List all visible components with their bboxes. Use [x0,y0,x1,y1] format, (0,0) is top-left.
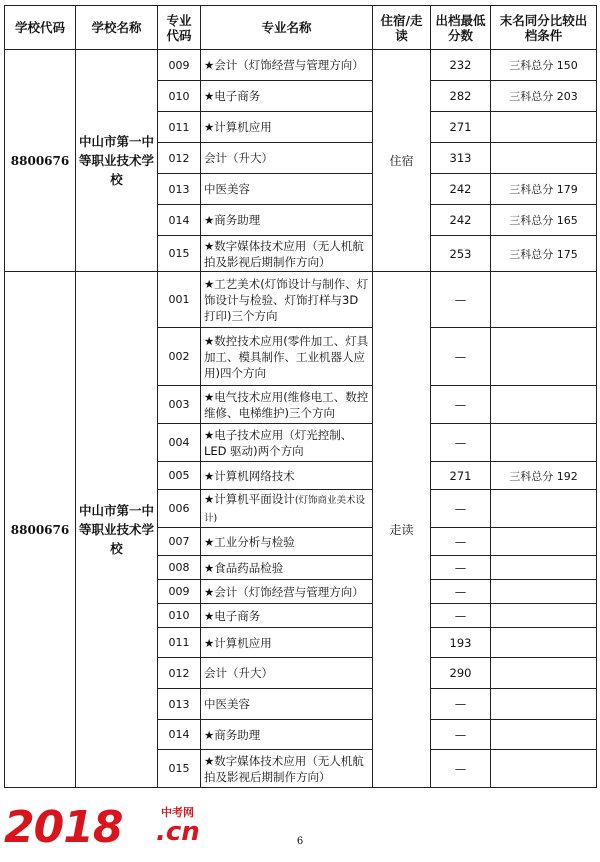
logo-domain: .cn [156,817,200,847]
tie-condition-cell: 三科总分 175 [491,236,597,272]
min-score-cell: — [431,750,491,788]
major-name-cell: ★工艺美术(灯饰设计与制作、灯饰设计与检验、灯饰打样与3D 打印)三个方向 [201,272,373,328]
major-name-text: ★计算机平面设计 [204,491,295,506]
min-score-cell: 313 [431,143,491,174]
major-name-cell: ★电子商务 [201,81,373,112]
header-min-score: 出档最低分数 [431,6,491,50]
logo-number: 2018 [4,802,123,853]
min-score-cell: — [431,720,491,750]
major-code-cell: 004 [158,424,201,462]
min-score-cell: 242 [431,174,491,205]
major-name-cell: ★数控技术应用(零件加工、灯具加工、模具制作、工业机器人应用)四个方向 [201,328,373,386]
min-score-cell: — [431,580,491,604]
boarding-cell: 住宿 [373,50,431,272]
school-code-cell: 8800676 [5,50,76,272]
major-name-cell: ★电气技术应用(维修电工、数控维修、电梯维护)三个方向 [201,386,373,424]
major-code-cell: 010 [158,81,201,112]
table-row [5,50,597,81]
major-name-cell: ★计算机网络技术 [201,462,373,490]
major-name-cell: 会计（升大） [201,658,373,689]
major-code-cell: 012 [158,143,201,174]
tie-condition-cell [491,272,597,328]
major-name-cell: ★商务助理 [201,720,373,750]
tie-condition-cell [491,112,597,143]
logo-tag: 中考网 [161,806,194,819]
school-name-cell: 中山市第一中等职业技术学校 [76,50,158,272]
major-code-cell: 014 [158,205,201,236]
major-name-cell: 中医美容 [201,174,373,205]
min-score-cell: — [431,490,491,528]
major-name-cell [201,490,373,528]
min-score-cell: — [431,272,491,328]
tie-condition-cell [491,750,597,788]
major-name-cell: 会计（升大） [201,143,373,174]
tie-condition-cell [491,689,597,720]
major-code-cell: 013 [158,174,201,205]
min-score-cell: — [431,689,491,720]
major-name-cell: ★计算机应用 [201,112,373,143]
major-code-cell: 003 [158,386,201,424]
min-score-cell: — [431,328,491,386]
major-name-cell: ★数字媒体技术应用（无人机航拍及影视后期制作方向） [201,236,373,272]
major-code-cell: 007 [158,528,201,556]
boarding-cell: 走读 [373,272,431,788]
min-score-cell: — [431,386,491,424]
tie-condition-cell [491,143,597,174]
tie-condition-cell: 三科总分 192 [491,462,597,490]
major-name-cell: ★食品药品检验 [201,556,373,580]
major-name-cell: ★电子商务 [201,604,373,628]
major-code-cell: 011 [158,628,201,658]
table-header-row [5,6,597,50]
tie-condition-cell [491,580,597,604]
header-major-name: 专业名称 [201,6,373,50]
major-code-cell: 015 [158,750,201,788]
major-code-cell: 009 [158,580,201,604]
major-name-cell: ★工业分析与检验 [201,528,373,556]
min-score-cell: — [431,528,491,556]
tie-condition-cell [491,628,597,658]
tie-condition-cell [491,424,597,462]
tie-condition-cell: 三科总分 203 [491,81,597,112]
min-score-cell: 282 [431,81,491,112]
major-name-note: (灯饰商业美术设计) [204,494,366,524]
header-boarding: 住宿/走读 [373,6,431,50]
min-score-cell: 290 [431,658,491,689]
major-code-cell: 012 [158,658,201,689]
min-score-cell: 232 [431,50,491,81]
min-score-cell: — [431,604,491,628]
major-name-cell: ★计算机应用 [201,628,373,658]
admission-score-table [4,5,597,788]
tie-condition-cell: 三科总分 179 [491,174,597,205]
major-code-cell: 008 [158,556,201,580]
major-name-cell: ★电子技术应用（灯光控制、LED 驱动)两个方向 [201,424,373,462]
tie-condition-cell: 三科总分 150 [491,50,597,81]
tie-condition-cell [491,556,597,580]
tie-condition-cell [491,658,597,689]
major-code-cell: 009 [158,50,201,81]
min-score-cell: 193 [431,628,491,658]
major-code-cell: 006 [158,490,201,528]
min-score-cell: — [431,556,491,580]
tie-condition-cell [491,328,597,386]
school-code-cell: 8800676 [5,272,76,788]
min-score-cell: — [431,424,491,462]
tie-condition-cell [491,386,597,424]
tie-condition-cell: 三科总分 165 [491,205,597,236]
school-name-cell: 中山市第一中等职业技术学校 [76,272,158,788]
header-major-code: 专业代码 [158,6,201,50]
min-score-cell: 253 [431,236,491,272]
major-code-cell: 011 [158,112,201,143]
min-score-cell: 271 [431,462,491,490]
page-number: 6 [296,836,304,847]
header-tie-condition: 末名同分比较出档条件 [491,6,597,50]
major-name-cell: 中医美容 [201,689,373,720]
table-row [5,272,597,328]
major-code-cell: 013 [158,689,201,720]
major-code-cell: 010 [158,604,201,628]
header-school-code: 学校代码 [5,6,76,50]
min-score-cell: 242 [431,205,491,236]
major-code-cell: 014 [158,720,201,750]
major-code-cell: 002 [158,328,201,386]
major-name-cell: ★会计（灯饰经营与管理方向） [201,50,373,81]
major-name-cell: ★会计（灯饰经营与管理方向） [201,580,373,604]
major-code-cell: 015 [158,236,201,272]
major-code-cell: 001 [158,272,201,328]
tie-condition-cell [491,490,597,528]
major-name-cell: ★数字媒体技术应用（无人机航拍及影视后期制作方向） [201,750,373,788]
tie-condition-cell [491,720,597,750]
min-score-cell: 271 [431,112,491,143]
header-school-name: 学校名称 [76,6,158,50]
tie-condition-cell [491,604,597,628]
tie-condition-cell [491,528,597,556]
major-code-cell: 005 [158,462,201,490]
major-name-cell: ★商务助理 [201,205,373,236]
